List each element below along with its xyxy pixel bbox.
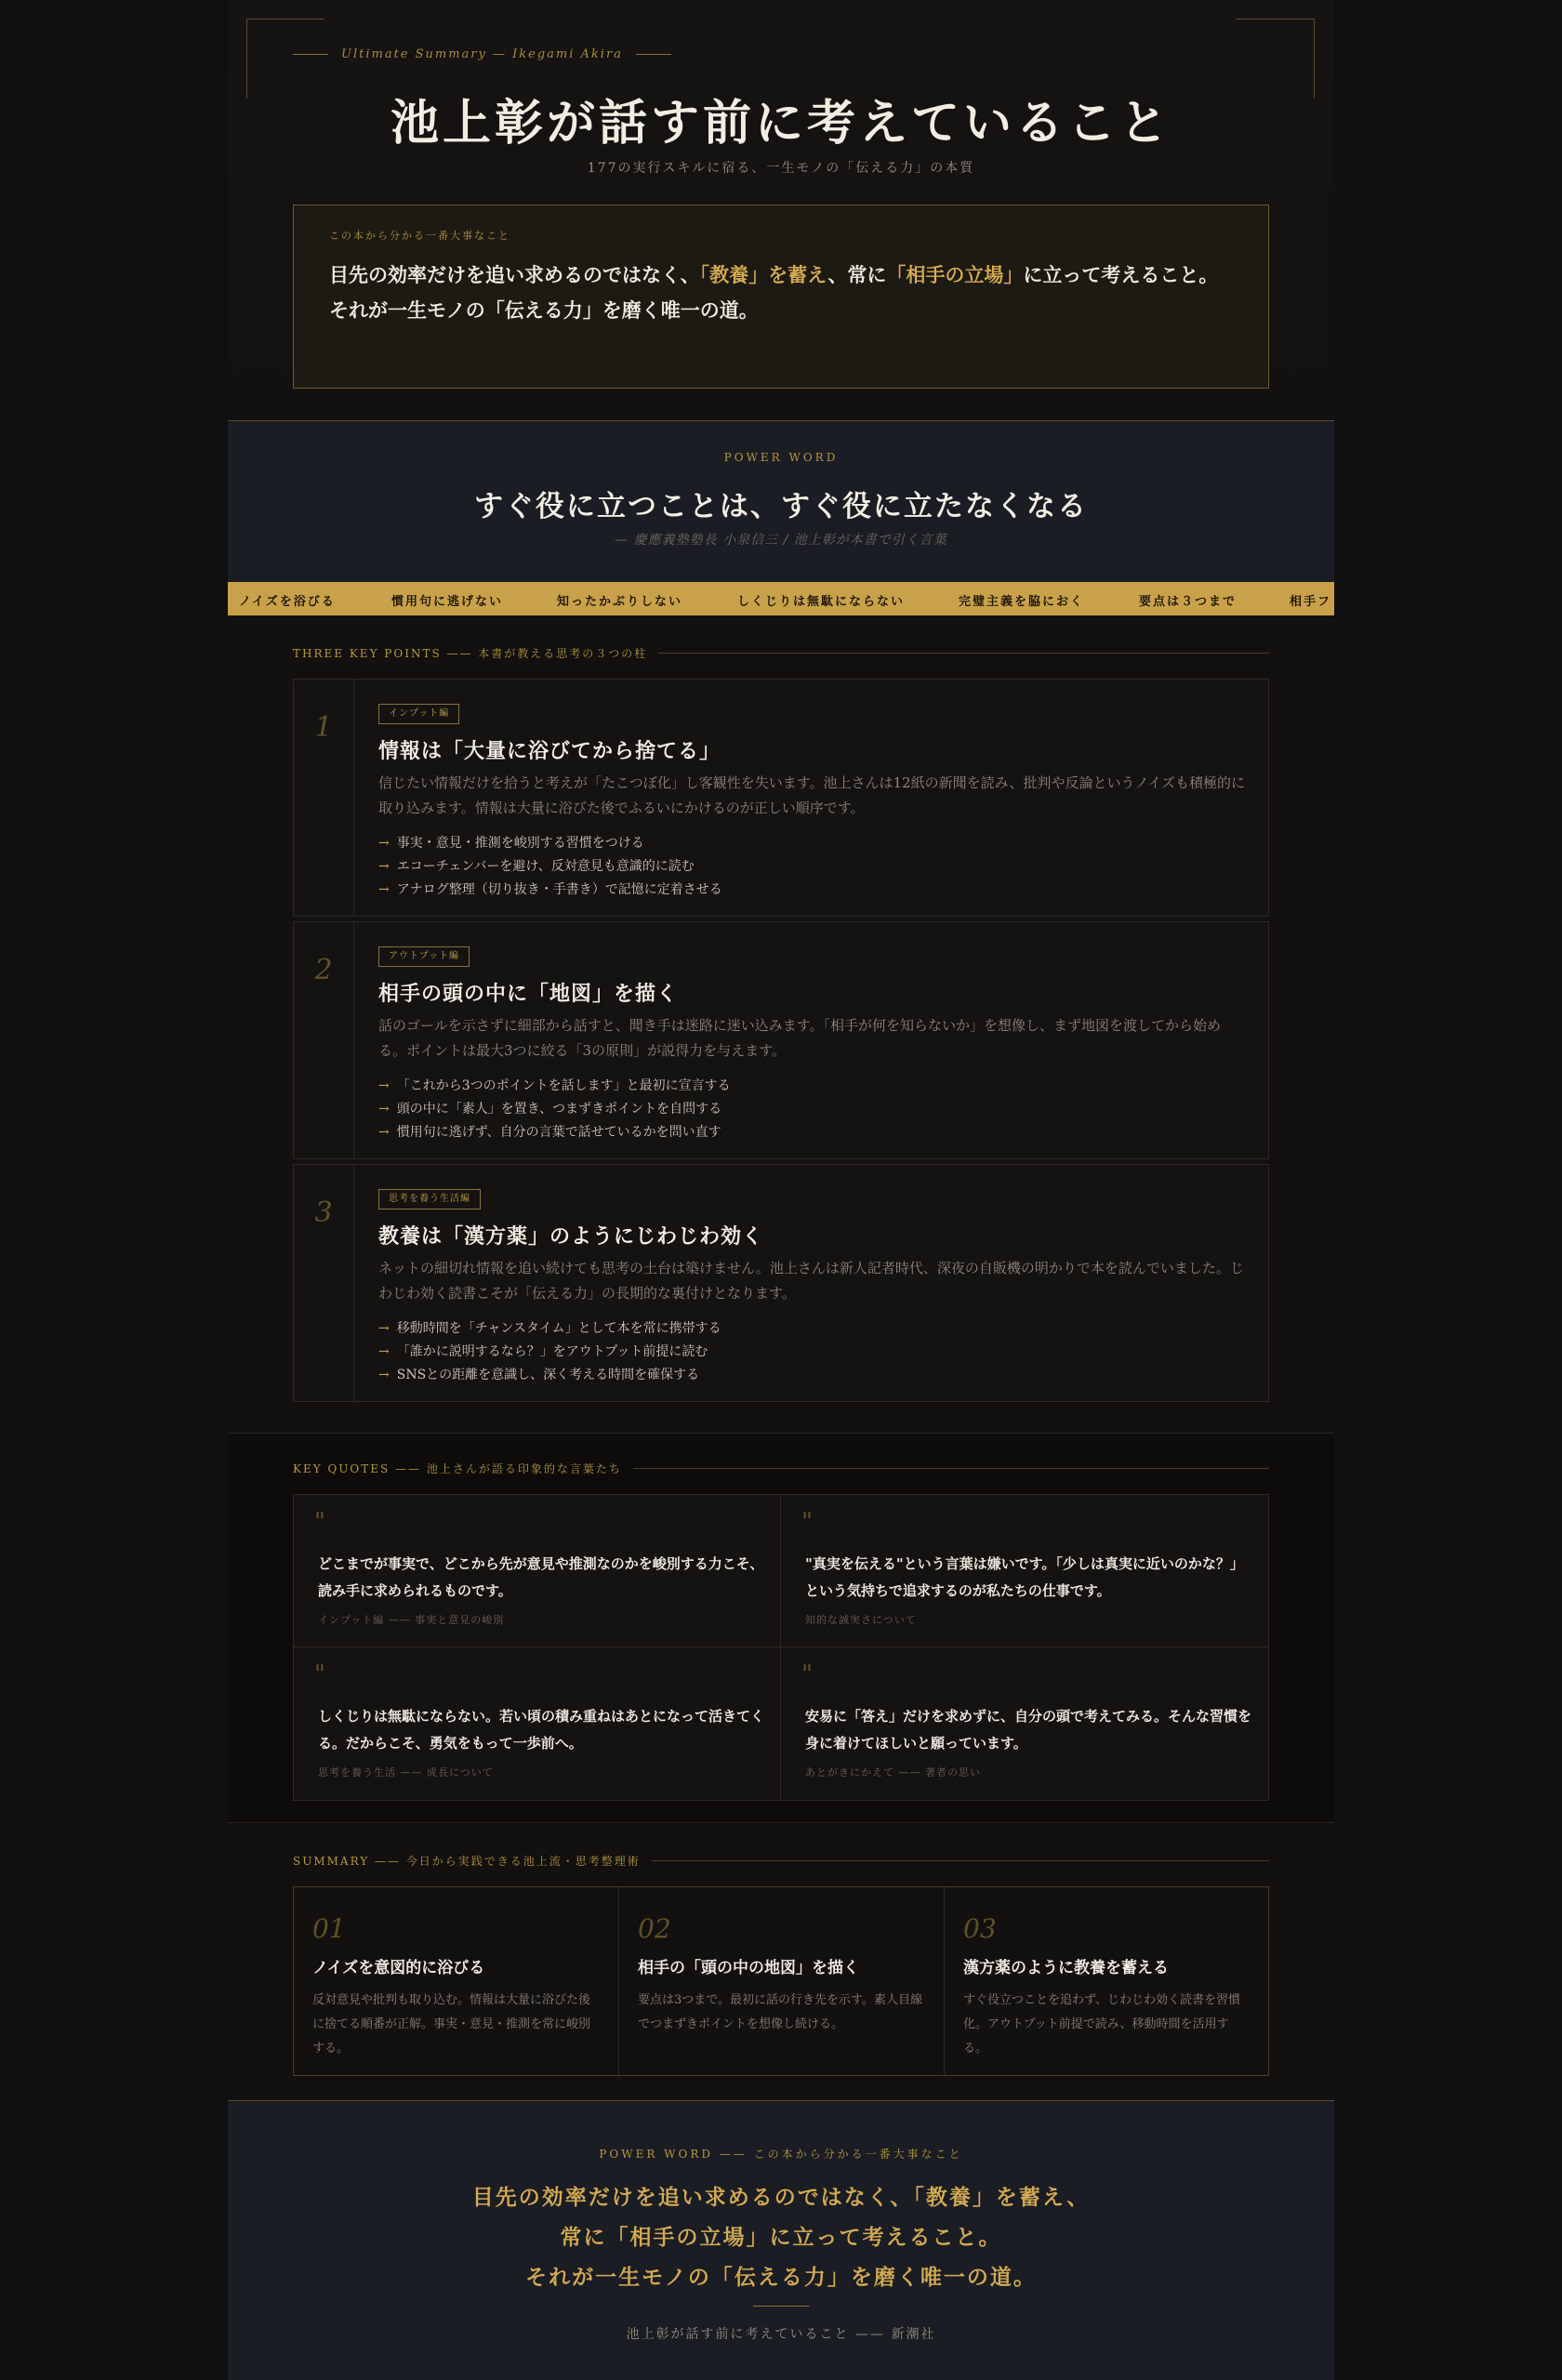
summary-grid: [293, 1886, 1269, 2076]
key-point-card-1: [293, 679, 1269, 917]
closing-line-1: 目先の効率だけを追い求めるのではなく、「教養」を蓄え、: [471, 2185, 1091, 2210]
summary-number: 01: [312, 1913, 346, 1944]
quote-mark-icon: ": [801, 1660, 813, 1688]
ticker-item: 要点は３つまで: [1139, 595, 1238, 609]
quote-mark-icon: ": [801, 1508, 813, 1536]
summary-card-3: [945, 1887, 1270, 2075]
arrow-icon: →: [378, 859, 390, 874]
quote-caption: インプット編 —— 事実と意見の峻別: [318, 1614, 505, 1626]
list-item: [378, 855, 722, 879]
list-item: [378, 1364, 721, 1387]
card-tag: 思考を養う生活編: [378, 1189, 481, 1210]
quote-caption: 思考を養う生活 —— 成長について: [318, 1766, 494, 1778]
closing-line-2: 常に「相手の立場」に立って考えること。: [560, 2225, 1002, 2250]
card-body: ネットの細切れ情報を追い続けても思考の土台は築けません。池上さんは新人記者時代、深夜の自販機の明かりで本を読んでいました。じわじわ効く読書こそが「伝える力」の長期的な裏付けとなります。: [378, 1260, 1244, 1302]
summary-heading: SUMMARY —— 今日から実践できる池上流・思考整理術: [293, 1854, 641, 1868]
key-point-card-3: [293, 1164, 1269, 1402]
quote-card-4: [781, 1647, 1268, 1800]
summary-title: 漢方薬のように教養を蓄える: [963, 1959, 1169, 1977]
lesson-line-2: それが一生モノの「伝える力」を磨く唯一の道。: [329, 298, 759, 322]
quote-card-2: [781, 1495, 1268, 1647]
key-quotes-header: [293, 1461, 1269, 1475]
power-word-source: — 慶應義塾塾長 小泉信三 / 池上彰が本書で引く言葉: [615, 533, 947, 548]
arrow-icon: →: [378, 1102, 390, 1117]
quote-mark-icon: ": [314, 1508, 325, 1536]
card-bullets: [378, 1317, 721, 1387]
card-tag: アウトプット編: [378, 946, 470, 967]
card-number: 3: [294, 1165, 354, 1401]
closing-quote: [228, 2177, 1334, 2297]
quote-card-3: [294, 1647, 781, 1800]
summary-title: ノイズを意図的に浴びる: [312, 1959, 485, 1977]
list-item: [378, 1098, 731, 1121]
ticker-item: 慣用句に逃げない: [391, 595, 504, 609]
quote-text: "真実を伝える"という言葉は嫌いです。「少しは真実に近いのかな？」という気持ちで追求するのが私たちの仕事です。: [805, 1555, 1244, 1599]
power-word-label: POWER WORD: [723, 451, 839, 464]
list-item: [378, 1341, 721, 1364]
summary-text: すぐ役立つことを追わず、じわじわ効く読書を習慣化。アウトプット前提で読み、移動時間を活用する。: [963, 1993, 1240, 2056]
summary-text: 要点は3つまで。最初に話の行き先を示す。素人目線でつまずきポイントを想像し続ける。: [638, 1993, 922, 2031]
list-item: [378, 1121, 731, 1144]
summary-card-2: [619, 1887, 945, 2075]
key-lesson-box: [293, 205, 1269, 389]
list-item: [378, 1317, 721, 1341]
ticker-item: ノイズを浴びる: [239, 595, 336, 609]
power-word-section: [228, 420, 1334, 582]
card-bullets: [378, 1075, 731, 1144]
quote-text: しくじりは無駄にならない。若い頃の積み重ねはあとになって活きてくる。だからこそ、勇気をもって一歩前へ。: [318, 1708, 765, 1752]
header-rule: [652, 1860, 1269, 1861]
bullet-text: 慣用句に逃げず、自分の言葉で話せているかを問い直す: [396, 1125, 721, 1140]
card-body: 話のゴールを示さずに細部から話すと、聞き手は迷路に迷い込みます。「相手が何を知らないか」を想像し、まず地図を渡してから始める。ポイントは最大3つに絞る「3の原則」が説得力を与えます。: [378, 1017, 1222, 1059]
bullet-text: 移動時間を「チャンスタイム」として本を常に携帯する: [396, 1321, 721, 1336]
card-body: 信じたい情報だけを拾うと考えが「たこつぼ化」し客観性を失います。池上さんは12紙の新聞を読み、批判や反論というノイズも積極的に取り込みます。情報は大量に浴びた後でふるいにかけるのが正しい順序です。: [378, 774, 1245, 816]
hero-section: [228, 0, 1334, 420]
summary-title: 相手の「頭の中の地図」を描く: [638, 1959, 859, 1977]
quote-mark-icon: ": [314, 1660, 325, 1688]
summary-text: 反対意見や批判も取り込む。情報は大量に浴びた後に捨てる順番が正解。事実・意見・推測を常に峻別する。: [312, 1993, 591, 2056]
list-item: [378, 832, 722, 855]
arrow-icon: →: [378, 1125, 390, 1140]
key-points-heading: THREE KEY POINTS —— 本書が教える思考の３つの柱: [293, 646, 648, 660]
closing-line-3: それが一生モノの「伝える力」を磨く唯一の道。: [525, 2265, 1037, 2290]
bullet-text: 「誰かに説明するなら？」をアウトプット前提に読む: [396, 1344, 708, 1359]
card-number: 2: [294, 922, 354, 1158]
arrow-icon: →: [378, 1344, 390, 1359]
hero-eyebrow: [293, 45, 671, 63]
key-quotes-heading: KEY QUOTES —— 池上さんが語る印象的な言葉たち: [293, 1461, 622, 1475]
page-title: 池上彰が話す前に考えていること: [390, 95, 1172, 152]
card-tag: インプット編: [378, 704, 459, 724]
key-point-card-2: [293, 921, 1269, 1159]
list-item: [378, 879, 722, 902]
summary-number: 03: [963, 1913, 997, 1944]
quote-caption: 知的な誠実さについて: [805, 1614, 917, 1626]
power-word-quote: すぐ役に立つことは、すぐ役に立たなくなる: [474, 490, 1088, 523]
bullet-text: 頭の中に「素人」を置き、つまずきポイントを自問する: [396, 1102, 722, 1117]
quote-text: どこまでが事実で、どこから先が意見や推測なのかを峻別する力こそ、読み手に求められるものです。: [318, 1555, 764, 1599]
eyebrow-rule-left: [293, 54, 328, 55]
bullet-text: 「これから3つのポイントを話します」と最初に宣言する: [396, 1078, 731, 1093]
key-points-header: [293, 645, 1269, 660]
eyebrow-text: Ultimate Summary — Ikegami Akira: [341, 46, 623, 61]
card-title: 教養は「漢方薬」のようにじわじわ効く: [378, 1224, 764, 1249]
bullet-text: SNSとの距離を意識し、深く考える時間を確保する: [396, 1368, 700, 1382]
page-subtitle: 177の実行スキルに宿る、一生モノの「伝える力」の本質: [587, 161, 975, 176]
key-lesson-label: この本から分かる一番大事なこと: [329, 230, 510, 242]
keyword-ticker: [228, 582, 1334, 615]
lesson-part-2: 、常に: [827, 263, 887, 286]
eyebrow-rule-right: [636, 54, 671, 55]
arrow-icon: →: [378, 882, 390, 897]
bullet-text: エコーチェンバーを避け、反対意見も意識的に読む: [396, 859, 695, 874]
quote-card-1: [294, 1495, 781, 1647]
ticker-item: 相手フ: [1290, 595, 1332, 609]
page-column: [228, 0, 1334, 2380]
summary-header: [293, 1853, 1269, 1868]
summary-card-1: [294, 1887, 619, 2075]
lesson-part-1: 目先の効率だけを追い求めるのではなく、: [329, 263, 700, 286]
list-item: [378, 1075, 731, 1098]
lesson-part-3: に立って考えること。: [1023, 263, 1219, 286]
quote-text: 安易に「答え」だけを求めずに、自分の頭で考えてみる。そんな習慣を身に着けてほしいと願っています。: [805, 1708, 1252, 1752]
card-bullets: [378, 832, 722, 902]
closing-rule: [753, 2306, 809, 2307]
header-rule: [633, 1468, 1269, 1469]
arrow-icon: →: [378, 1321, 390, 1336]
lesson-highlight-other-side: 「相手の立場」: [886, 263, 1024, 286]
card-number: 1: [294, 680, 354, 916]
bullet-text: アナログ整理（切り抜き・手書き）で記憶に定着させる: [396, 882, 722, 897]
card-title: 相手の頭の中に「地図」を描く: [378, 982, 679, 1006]
card-title: 情報は「大量に浴びてから捨てる」: [378, 739, 721, 763]
ticker-item: 完璧主義を脇におく: [959, 595, 1085, 609]
key-lesson-text: [329, 258, 1233, 328]
header-rule: [658, 653, 1269, 654]
book-credit: 池上彰が話す前に考えていること —— 新潮社: [626, 2327, 936, 2342]
lesson-highlight-culture: 「教養」を蓄え: [699, 263, 828, 286]
ticker-item: しくじりは無駄にならない: [737, 595, 906, 609]
summary-number: 02: [638, 1913, 671, 1944]
arrow-icon: →: [378, 1368, 390, 1382]
ticker-item: 知ったかぶりしない: [557, 595, 683, 609]
closing-power-word: [228, 2100, 1334, 2380]
closing-label: POWER WORD —— この本から分かる一番大事なこと: [599, 2148, 963, 2161]
arrow-icon: →: [378, 1078, 390, 1093]
bullet-text: 事実・意見・推測を峻別する習慣をつける: [396, 836, 644, 851]
arrow-icon: →: [378, 836, 390, 851]
quotes-grid: [293, 1494, 1269, 1801]
quote-caption: あとがきにかえて —— 著者の思い: [805, 1766, 981, 1778]
